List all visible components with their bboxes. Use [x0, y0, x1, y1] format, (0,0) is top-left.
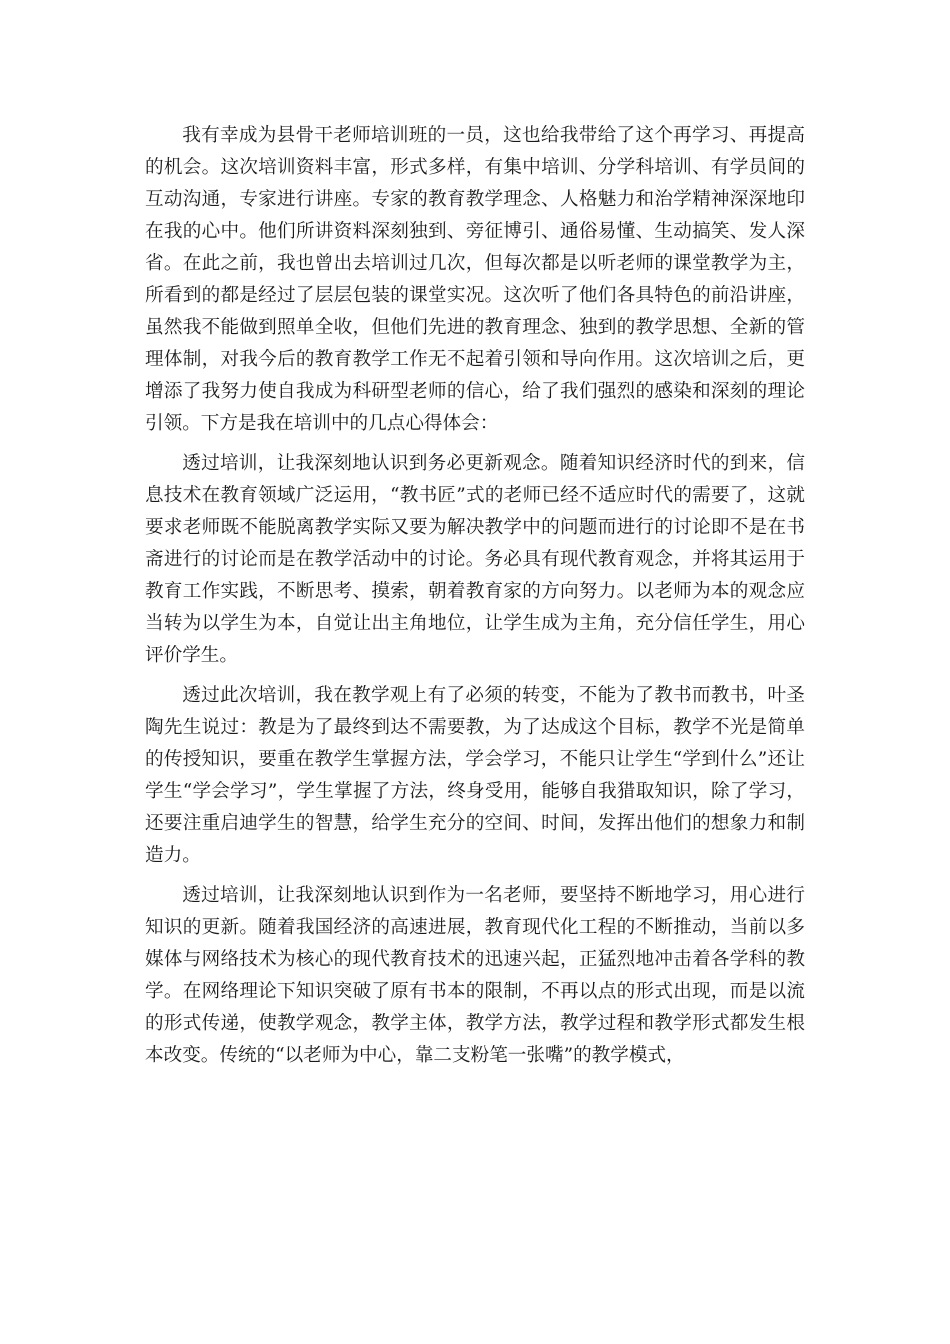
- paragraph-intro: 我有幸成为县骨干老师培训班的一员，这也给我带给了这个再学习、再提高的机会。这次培训资料丰富，形式多样，有集中培训、分学科培训、有学员间的互动沟通，专家进行讲座。专家的教育教学理念、人格魅力和治学精神深深地印在我的心中。他们所讲资料深刻独到、旁征博引、通俗易懂、生动搞笑、发人深省。在此之前，我也曾出去培训过几次，但每次都是以听老师的课堂教学为主，所看到的都是经过了层层包装的课堂实况。这次听了他们各具特色的前沿讲座，虽然我不能做到照单全收，但他们先进的教育理念、独到的教学思想、全新的管理体制，对我今后的教育教学工作无不起着引领和导向作用。这次培训之后，更增添了我努力使自我成为科研型老师的信心，给了我们强烈的感染和深刻的理论引领。下方是我在培训中的几点心得体会：: [145, 125, 805, 434]
- paragraph-update-concepts: 透过培训，让我深刻地认识到务必更新观念。随着知识经济时代的到来，信息技术在教育领域广泛运用，“教书匠”式的老师已经不适应时代的需要了，这就要求老师既不能脱离教学实际又要为解决教学中的问题而进行的讨论即不是在书斋进行的讨论而是在教学活动中的讨论。务必具有现代教育观念，并将其运用于教育工作实践，不断思考、摸索，朝着教育家的方向努力。以老师为本的观念应当转为以学生为本，自觉让出主角地位，让学生成为主角，充分信任学生，用心评价学生。: [145, 453, 805, 666]
- paragraph-continuous-learning: 透过培训，让我深刻地认识到作为一名老师，要坚持不断地学习，用心进行知识的更新。随着我国经济的高速进展，教育现代化工程的不断推动，当前以多媒体与网络技术为核心的现代教育技术的迅速兴起，正猛烈地冲击着各学科的教学。在网络理论下知识突破了原有书本的限制，不再以点的形式出现，而是以流的形式传递，使教学观念，教学主体，教学方法，教学过程和教学形式都发生根本改变。传统的“以老师为中心，靠二支粉笔一张嘴”的教学模式，: [145, 885, 805, 1066]
- document-body: [145, 120, 805, 1072]
- paragraph-teaching-view: 透过此次培训，我在教学观上有了必须的转变，不能为了教书而教书，叶圣陶先生说过：教是为了最终到达不需要教，为了达成这个目标，教学不光是简单的传授知识，要重在教学生掌握方法，学会学习，不能只让学生“学到什么”还让学生“学会学习”，学生掌握了方法，终身受用，能够自我猎取知识，除了学习，还要注重启迪学生的智慧，给学生充分的空间、时间，发挥出他们的想象力和制造力。: [145, 685, 805, 866]
